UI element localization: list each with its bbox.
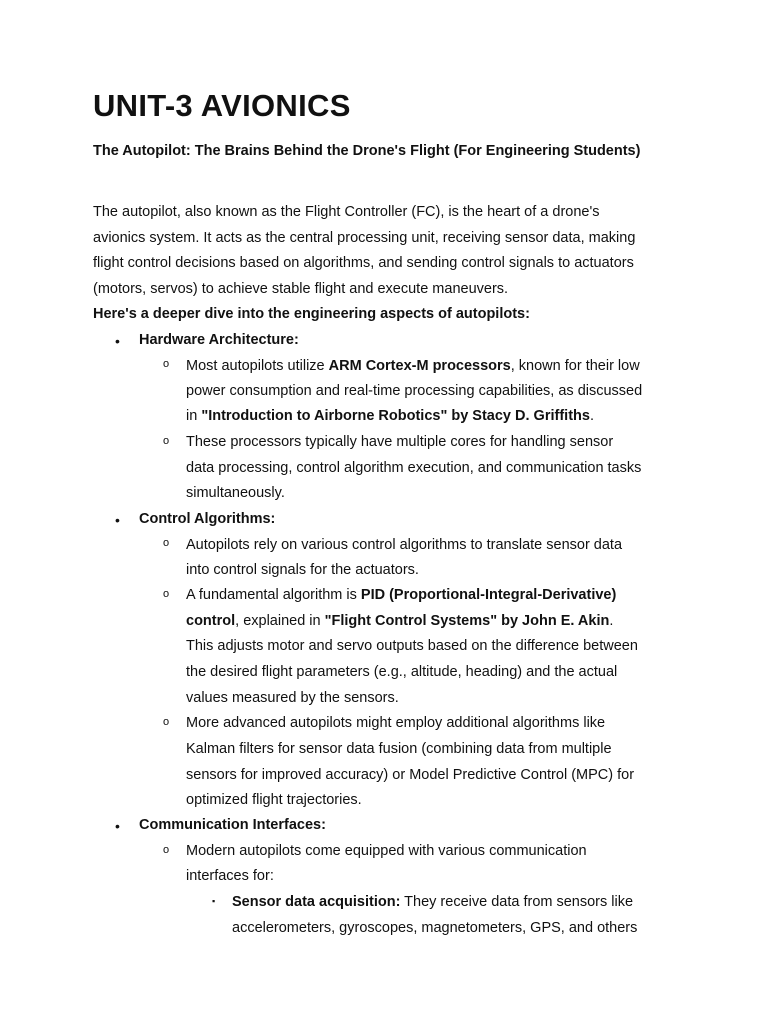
list-item-line: in "Introduction to Airborne Robotics" by Stacy D. Griffiths. xyxy=(186,408,594,424)
list-item-line: power consumption and real-time processing capabilities, as discussed xyxy=(186,383,643,399)
list-item-line: accelerometers, gyroscopes, magnetometers, GPS, and others xyxy=(232,920,638,936)
list-item-line: Modern autopilots come equipped with various communication xyxy=(186,843,587,859)
list-item-line: Sensor data acquisition: They receive data from sensors like xyxy=(232,894,634,910)
list-item-line: simultaneously. xyxy=(186,485,285,501)
list-item-line: the desired flight parameters (e.g., altitude, heading) and the actual xyxy=(186,664,618,680)
list-item-line: optimized flight trajectories. xyxy=(186,792,362,808)
list-item-line: data processing, control algorithm execution, and communication tasks xyxy=(186,460,642,476)
list-item-line: control, explained in "Flight Control Systems" by John E. Akin. xyxy=(186,613,614,629)
intro-lead: Here's a deeper dive into the engineering aspects of autopilots: xyxy=(93,306,530,322)
list-item-line: into control signals for the actuators. xyxy=(186,562,419,578)
bullet-icon: • xyxy=(115,512,120,528)
sub-bullet-icon: o xyxy=(163,537,170,549)
list-item-line: sensors for improved accuracy) or Model Predictive Control (MPC) for xyxy=(186,767,635,783)
list-item-line: Kalman filters for sensor data fusion (combining data from multiple xyxy=(186,741,612,757)
intro-paragraph xyxy=(93,200,693,328)
section-heading-control: Control Algorithms: xyxy=(139,511,276,527)
list-item-line: More advanced autopilots might employ additional algorithms like xyxy=(186,715,606,731)
list-item-line: This adjusts motor and servo outputs based on the difference between xyxy=(186,638,638,654)
list-item-line: interfaces for: xyxy=(186,868,274,884)
sub-bullet-icon: o xyxy=(163,435,170,447)
section-heading-hardware: Hardware Architecture: xyxy=(139,332,299,348)
sub-bullet-icon: o xyxy=(163,716,170,728)
bullet-icon: • xyxy=(115,818,120,834)
list-item-line: These processors typically have multiple cores for handling sensor xyxy=(186,434,614,450)
intro-line: The autopilot, also known as the Flight Controller (FC), is the heart of a drone's xyxy=(93,204,600,220)
sub-bullet-icon: o xyxy=(163,844,170,856)
list-item-line: values measured by the sensors. xyxy=(186,690,399,706)
list-item-line: Most autopilots utilize ARM Cortex-M processors, known for their low xyxy=(186,358,640,374)
square-bullet-icon: ▪ xyxy=(212,896,216,906)
page-title: UNIT-3 AVIONICS xyxy=(93,88,351,123)
intro-line: avionics system. It acts as the central processing unit, receiving sensor data, making xyxy=(93,229,636,246)
page-subtitle: The Autopilot: The Brains Behind the Drone's Flight (For Engineering Students) xyxy=(93,143,641,159)
section-heading-comm: Communication Interfaces: xyxy=(139,817,326,833)
bullet-icon: • xyxy=(115,333,120,349)
sub-bullet-icon: o xyxy=(163,358,170,370)
list-item-line: A fundamental algorithm is PID (Proportional-Integral-Derivative) xyxy=(186,587,617,603)
intro-line: flight control decisions based on algorithms, and sending control signals to actuators xyxy=(93,255,634,271)
intro-line: (motors, servos) to achieve stable flight and execute maneuvers. xyxy=(93,280,509,297)
list-item-line: Autopilots rely on various control algorithms to translate sensor data xyxy=(186,537,623,553)
sub-bullet-icon: o xyxy=(163,588,170,600)
